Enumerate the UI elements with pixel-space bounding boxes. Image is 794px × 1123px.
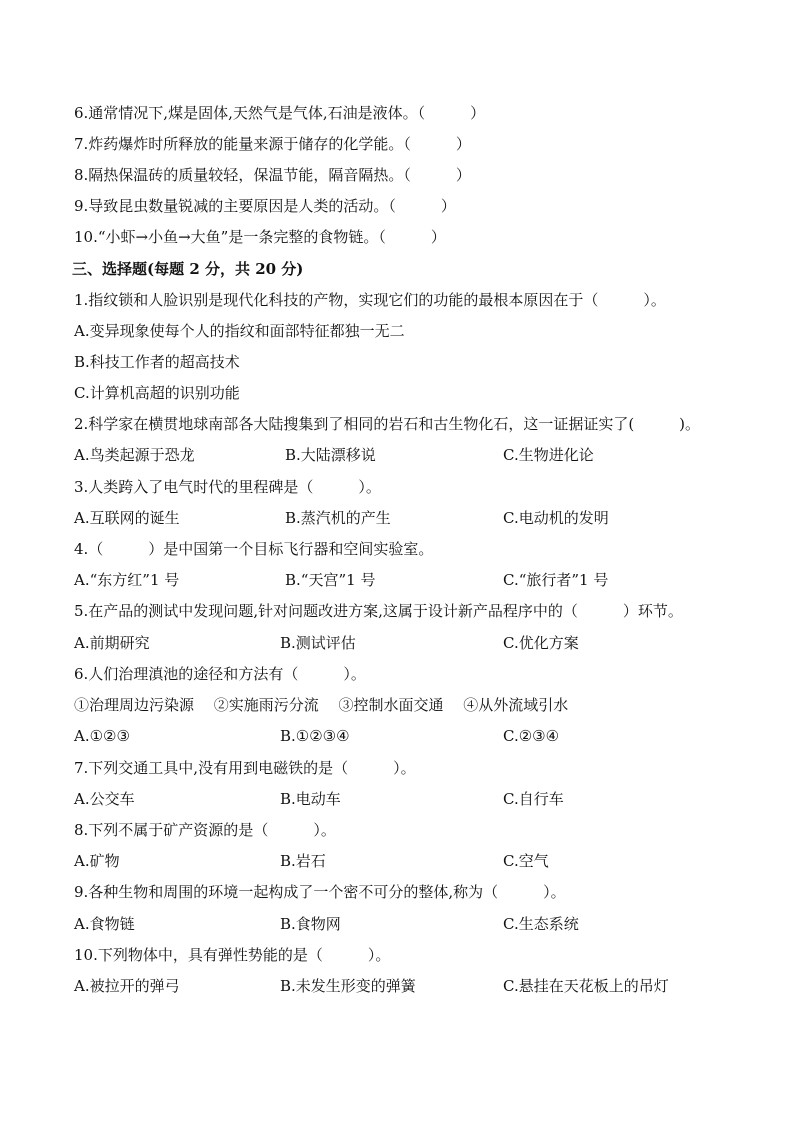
question-6-items: ①治理周边污染源 ②实施雨污分流 ③控制水面交通 ④从外流域引水 (74, 696, 569, 714)
question-6-option-a: A.①②③ (74, 727, 130, 745)
judgement-item-6: 6.通常情况下,煤是固体,天然气是气体,石油是液体。（ ） (74, 104, 486, 122)
question-2-option-c: C.生物进化论 (503, 446, 594, 464)
question-9-stem: 9.各种生物和周围的环境一起构成了一个密不可分的整体,称为（ ）。 (74, 883, 566, 901)
question-1-option-b: B.科技工作者的超高技术 (74, 353, 240, 371)
question-7-option-a: A.公交车 (74, 790, 135, 808)
question-10-option-a: A.被拉开的弹弓 (74, 977, 180, 995)
question-8-option-a: A.矿物 (74, 852, 120, 870)
question-2-stem: 2.科学家在横贯地球南部各大陆搜集到了相同的岩石和古生物化石，这一证据证实了( )。 (74, 415, 701, 433)
question-7-option-c: C.自行车 (503, 790, 564, 808)
question-1-option-c: C.计算机高超的识别功能 (74, 384, 240, 402)
question-1-option-a: A.变异现象使每个人的指纹和面部特征都独一无二 (74, 322, 405, 340)
question-4-option-b: B.“天宫”1 号 (285, 571, 376, 589)
question-9-option-b: B.食物网 (280, 915, 341, 933)
question-6-stem: 6.人们治理滇池的途径和方法有（ ）。 (74, 665, 366, 683)
judgement-item-8: 8.隔热保温砖的质量较轻，保温节能，隔音隔热。（ ） (74, 166, 471, 184)
question-8-option-b: B.岩石 (280, 852, 326, 870)
question-7-stem: 7.下列交通工具中,没有用到电磁铁的是（ ）。 (74, 759, 416, 777)
question-5-option-b: B.测试评估 (280, 634, 356, 652)
section-title-choice: 三、选择题(每题 2 分，共 20 分) (72, 260, 304, 278)
question-1-stem: 1.指纹锁和人脸识别是现代化科技的产物，实现它们的功能的最根本原因在于（ ）。 (74, 291, 666, 309)
question-4-option-a: A.“东方红”1 号 (74, 571, 180, 589)
question-4-option-c: C.“旅行者”1 号 (503, 571, 609, 589)
question-6-option-b: B.①②③④ (280, 727, 350, 745)
question-3-stem: 3.人类跨入了电气时代的里程碑是（ ）。 (74, 478, 381, 496)
question-6-option-c: C.②③④ (503, 727, 560, 745)
question-5-option-a: A.前期研究 (74, 634, 150, 652)
question-9-option-c: C.生态系统 (503, 915, 579, 933)
question-2-option-b: B.大陆漂移说 (285, 446, 376, 464)
question-3-option-b: B.蒸汽机的产生 (285, 509, 391, 527)
question-5-option-c: C.优化方案 (503, 634, 579, 652)
question-9-option-a: A.食物链 (74, 915, 135, 933)
question-10-option-c: C.悬挂在天花板上的吊灯 (503, 977, 669, 995)
judgement-item-7: 7.炸药爆炸时所释放的能量来源于储存的化学能。（ ） (74, 135, 471, 153)
question-3-option-a: A.互联网的诞生 (74, 509, 180, 527)
judgement-item-10: 10.“小虾→小鱼→大鱼”是一条完整的食物链。（ ） (74, 228, 446, 246)
question-5-stem: 5.在产品的测试中发现问题,针对问题改进方案,这属于设计新产品程序中的（ ）环节。 (74, 602, 683, 620)
question-10-stem: 10.下列物体中，具有弹性势能的是（ ）。 (74, 946, 391, 964)
question-4-stem: 4.（ ）是中国第一个目标飞行器和空间实验室。 (74, 540, 434, 558)
judgement-item-9: 9.导致昆虫数量锐减的主要原因是人类的活动。（ ） (74, 197, 456, 215)
question-2-option-a: A.鸟类起源于恐龙 (74, 446, 195, 464)
question-8-stem: 8.下列不属于矿产资源的是（ ）。 (74, 821, 336, 839)
question-10-option-b: B.未发生形变的弹簧 (280, 977, 416, 995)
question-7-option-b: B.电动车 (280, 790, 341, 808)
question-8-option-c: C.空气 (503, 852, 549, 870)
question-3-option-c: C.电动机的发明 (503, 509, 609, 527)
